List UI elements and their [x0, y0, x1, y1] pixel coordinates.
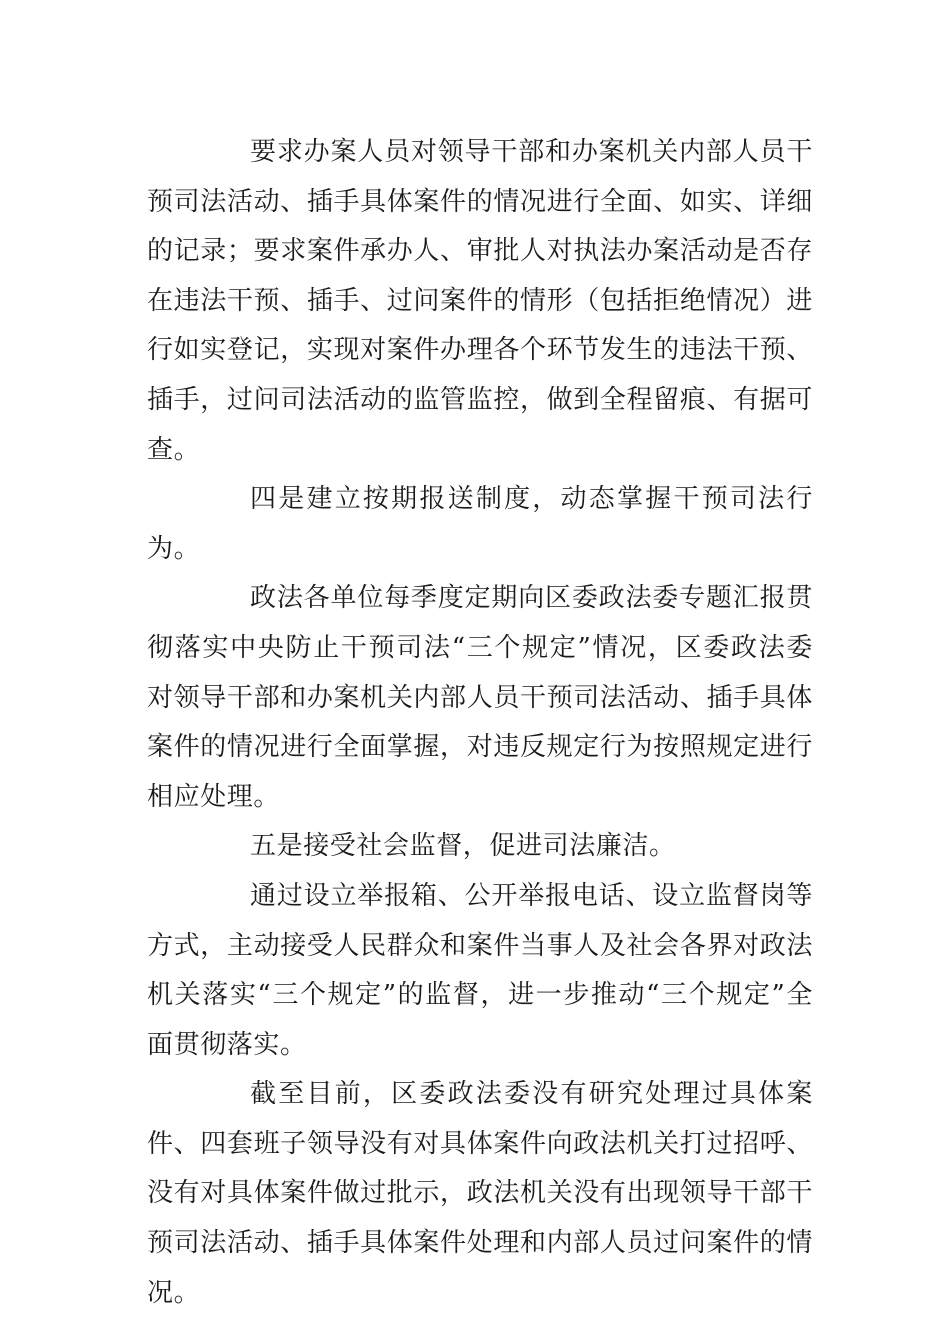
- paragraph-quarterly-reporting: 政法各单位每季度定期向区委政法委专题汇报贯彻落实中央防止干预司法“三个规定”情况，区委政法委对领导干部和办案机关内部人员干预司法活动、插手具体案件的情况进行全面掌握，对违反规定行为按照规定进行相应处理。: [147, 583, 813, 812]
- paragraph-record-requirements: 要求办案人员对领导干部和办案机关内部人员干预司法活动、插手具体案件的情况进行全面、如实、详细的记录；要求案件承办人、审批人对执法办案活动是否存在违法干预、插手、过问案件的情形（包括拒绝情况）进行如实登记，实现对案件办理各个环节发生的违法干预、插手，过问司法活动的监管监控，做到全程留痕、有据可查。: [147, 137, 813, 465]
- paragraph-current-status: 截至目前，区委政法委没有研究处理过具体案件、四套班子领导没有对具体案件向政法机关打过招呼、没有对具体案件做过批示，政法机关没有出现领导干部干预司法活动、插手具体案件处理和内部人员过问案件的情况。: [147, 1079, 813, 1308]
- heading-point-five: 五是接受社会监督，促进司法廉洁。: [250, 831, 676, 862]
- heading-point-four: 四是建立按期报送制度，动态掌握干预司法行为。: [147, 484, 813, 564]
- paragraph-social-supervision: 通过设立举报箱、公开举报电话、设立监督岗等方式，主动接受人民群众和案件当事人及社会各界对政法机关落实“三个规定”的监督，进一步推动“三个规定”全面贯彻落实。: [147, 880, 813, 1060]
- document-body: [147, 128, 813, 1318]
